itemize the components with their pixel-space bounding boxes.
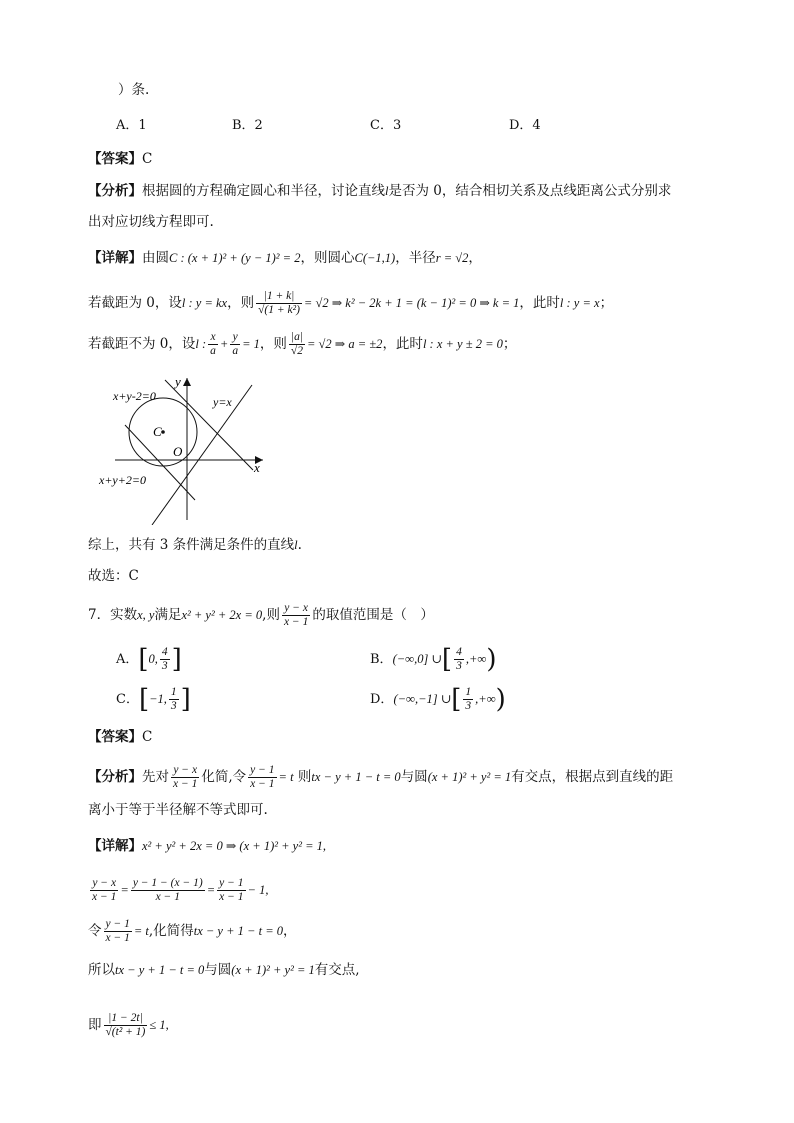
option-fraction	[454, 646, 464, 673]
fraction-numerator: y	[230, 331, 240, 345]
option-fraction	[463, 686, 473, 713]
equals-one: = 1	[242, 337, 260, 351]
q6-option-c: C．3	[370, 118, 402, 133]
case-text: 若截距为 0，设	[88, 295, 182, 311]
choice-line: 故选：C	[88, 568, 139, 584]
fraction-denominator: x − 1	[173, 778, 198, 790]
question-7	[88, 602, 434, 629]
option-label: A．	[116, 652, 139, 667]
line-y-equals-x	[152, 385, 252, 525]
detail-text: ，半径	[395, 250, 436, 266]
distance-fraction	[256, 290, 302, 317]
question-fraction	[282, 602, 310, 629]
detail-text: ,化简得	[148, 923, 194, 939]
case-intercept-zero	[88, 290, 613, 317]
option-fraction	[169, 686, 179, 713]
option-value: ,+∞	[465, 652, 487, 666]
detail-text: ，	[283, 923, 297, 939]
label-x-plus-y-plus-2: x+y+2=0	[99, 473, 146, 487]
fraction-denominator: √(t² + 1)	[105, 1026, 146, 1038]
label-x-plus-y-minus-2: x+y-2=0	[113, 389, 156, 403]
answer-value: C	[142, 151, 153, 167]
fraction-denominator: √2	[290, 345, 303, 357]
fraction-numerator: y − 1 − (x − 1)	[132, 877, 203, 889]
label-x-axis: x	[254, 460, 260, 475]
analysis-math: = t	[278, 770, 294, 784]
detail-text: ，	[468, 250, 482, 266]
fraction-denominator: x − 1	[155, 891, 180, 903]
fraction-denominator: x − 1	[283, 616, 309, 628]
detail-fraction	[90, 877, 118, 904]
fraction-denominator: 3	[465, 700, 472, 712]
fraction-denominator: 3	[170, 700, 177, 712]
q6-tail: ）条.	[118, 82, 150, 98]
detail-math: x² + y² + 2x = 0 ⇒ (x + 1)² + y² = 1,	[142, 839, 327, 853]
analysis-text: 先对	[142, 769, 169, 785]
question-text: ,则	[262, 607, 280, 623]
q7-detail-line2	[88, 877, 268, 904]
analysis-text: 是否为 0，结合相切关系及点线距离公式分别求	[388, 183, 672, 199]
fraction-numerator: y − x	[282, 602, 310, 616]
circle-equation: C : (x + 1)² + (y − 1)² = 2	[169, 251, 301, 265]
analysis-tag: 【分析】	[88, 769, 142, 785]
option-value: (−∞,0] ∪	[392, 652, 442, 666]
option-label: D．	[370, 692, 394, 707]
detail-math: (x + 1)² + y² = 1	[231, 963, 315, 977]
detail-tag: 【详解】	[88, 838, 142, 854]
tangent-lines-figure	[95, 370, 275, 525]
case-intercept-nonzero	[88, 331, 516, 358]
detail-math: tx − y + 1 − t = 0	[193, 924, 284, 938]
fraction-denominator: x − 1	[219, 891, 244, 903]
line-equation: l : y = kx	[181, 296, 228, 310]
detail-fraction	[131, 877, 205, 904]
derivation: = √2 ⇒ k² − 2k + 1 = (k − 1)² = 0 ⇒ k = 1	[303, 296, 520, 310]
detail-math: = t	[133, 924, 149, 938]
fraction-numerator: y − x	[171, 764, 199, 778]
fraction-numerator: |1 − 2t|	[104, 1012, 148, 1026]
answer-tag: 【答案】	[88, 151, 142, 167]
q7-option-a: A．[0, $\frac{4}{3}$ ]	[116, 644, 182, 675]
detail-text: 即	[88, 1017, 102, 1033]
summary-text: 综上，共有 3 条件满足条件的直线	[88, 537, 295, 553]
q7-detail-line4	[88, 960, 360, 980]
detail-text: 与圆	[204, 962, 232, 978]
fraction-numerator: y − 1	[250, 764, 275, 776]
fraction-numerator: |1 + k|	[256, 290, 302, 304]
fraction-numerator: x	[208, 331, 218, 345]
detail-math: tx − y + 1 − t = 0	[115, 963, 205, 977]
option-label: B．	[370, 652, 393, 667]
case-text: 若截距不为 0，设	[88, 336, 196, 352]
fraction-numerator: y − x	[90, 877, 118, 891]
analysis-tag: 【分析】	[88, 183, 142, 199]
case-text: ，则	[259, 336, 287, 352]
result-equation: l : y = x	[559, 296, 600, 310]
fraction-numerator: y − 1	[219, 877, 244, 889]
fraction-denominator: a	[232, 345, 239, 357]
plus-sign: +	[219, 337, 229, 351]
detail-fraction	[104, 1012, 148, 1039]
case-text: ，则	[227, 295, 255, 311]
answer-tag: 【答案】	[88, 729, 142, 745]
analysis-text: 有交点，根据点到直线的距	[511, 769, 674, 785]
detail-text: 令	[88, 923, 102, 939]
equals: =	[206, 883, 216, 897]
fraction-denominator: 3	[161, 660, 168, 672]
option-value: (−∞,−1] ∪	[393, 692, 452, 706]
q7-analysis-line1	[88, 764, 673, 791]
fraction-denominator: a	[210, 345, 216, 357]
fraction-numerator: 1	[170, 686, 177, 698]
derivation: = √2 ⇒ a = ±2	[306, 337, 383, 351]
question-number: 7．实数	[88, 607, 138, 623]
analysis-fraction	[171, 764, 199, 791]
case-text: ，此时	[519, 295, 560, 311]
line-label: l :	[195, 337, 207, 351]
label-center-c: C	[153, 424, 162, 439]
option-value: −1,	[149, 692, 167, 706]
equals: =	[120, 883, 129, 897]
q7-option-c: C．[−1, $\frac{1}{3}$ ]	[116, 684, 191, 715]
detail-math: ≤ 1,	[149, 1018, 169, 1032]
q7-option-d: D．(−∞,−1] ∪[ $\frac{1}{3}$ ,+∞)	[370, 684, 506, 715]
fraction-numerator: y − 1	[105, 918, 130, 930]
question-text: 的取值范围是（ ）	[312, 607, 434, 623]
question-vars: x, y	[137, 608, 155, 622]
option-value: ,+∞	[475, 692, 496, 706]
center-dot	[161, 430, 165, 434]
case-text: ；	[502, 336, 517, 352]
option-fraction	[160, 646, 170, 673]
q7-detail-line3	[88, 918, 297, 945]
q6-answer	[88, 149, 152, 169]
circle-center: C(−1,1)	[354, 251, 396, 265]
fraction-denominator: x − 1	[105, 932, 130, 944]
analysis-math: tx − y + 1 − t = 0	[311, 770, 401, 784]
fraction-numerator: 4	[161, 646, 168, 658]
option-value: 0,	[148, 652, 158, 666]
fraction-y-over-a	[230, 331, 240, 358]
detail-tag: 【详解】	[88, 250, 142, 266]
fraction-denominator: √(1 + k²)	[258, 304, 300, 316]
q6-option-d: D．4	[509, 118, 541, 133]
q7-detail-line1	[88, 836, 326, 856]
analysis-text: 与圆	[400, 769, 428, 785]
answer-value: C	[142, 729, 153, 745]
y-axis-arrow	[183, 378, 191, 386]
q7-option-b: B．(−∞,0] ∪[ $\frac{4}{3}$ ,+∞)	[370, 644, 497, 675]
summary-line	[88, 535, 302, 555]
q6-detail-line	[88, 248, 482, 268]
label-origin: O	[173, 444, 183, 459]
fraction-denominator: x − 1	[250, 778, 275, 790]
option-label: C．	[116, 692, 139, 707]
q7-detail-line5	[88, 1012, 169, 1039]
detail-text: 所以	[88, 962, 115, 978]
analysis-text: 根据圆的方程确定圆心和半径，讨论直线	[142, 183, 385, 199]
detail-math: − 1,	[247, 883, 269, 897]
fraction-denominator: 3	[456, 660, 462, 672]
var-l: l	[385, 184, 389, 198]
q6-analysis-line1	[88, 181, 671, 201]
detail-text: 有交点,	[314, 962, 360, 978]
summary-end: .	[297, 537, 302, 553]
analysis-math: (x + 1)² + y² = 1	[427, 770, 512, 784]
q7-answer	[88, 727, 152, 747]
case-text: ；	[599, 295, 614, 311]
question-equation: x² + y² + 2x = 0	[181, 608, 263, 622]
fraction-numerator: |a|	[290, 331, 303, 343]
q7-analysis-line2: 离小于等于半径解不等式即可.	[88, 802, 268, 818]
question-text: 满足	[154, 607, 182, 623]
q6-option-a: A．1	[116, 118, 147, 133]
analysis-fraction	[248, 764, 276, 791]
result-equation: l : x + y ± 2 = 0	[422, 337, 503, 351]
analysis-text: 化简,令	[201, 769, 247, 785]
q6-analysis-line2: 出对应切线方程即可.	[88, 214, 214, 230]
q6-option-b: B．2	[232, 118, 263, 133]
label-y-axis: y	[175, 374, 181, 389]
fraction-numerator: 1	[465, 686, 472, 698]
case-text: ，此时	[382, 336, 423, 352]
analysis-text: 则	[293, 769, 312, 785]
fraction-denominator: x − 1	[92, 891, 117, 903]
distance-fraction	[289, 331, 305, 358]
label-y-equals-x: y=x	[213, 395, 232, 409]
var-l: l	[294, 538, 298, 552]
detail-text: 由圆	[142, 250, 169, 266]
detail-fraction	[217, 877, 245, 904]
detail-fraction	[104, 918, 132, 945]
circle-radius: r = √2	[435, 251, 469, 265]
detail-text: ，则圆心	[300, 250, 355, 266]
fraction-x-over-a	[208, 331, 218, 358]
fraction-numerator: 4	[456, 646, 462, 658]
